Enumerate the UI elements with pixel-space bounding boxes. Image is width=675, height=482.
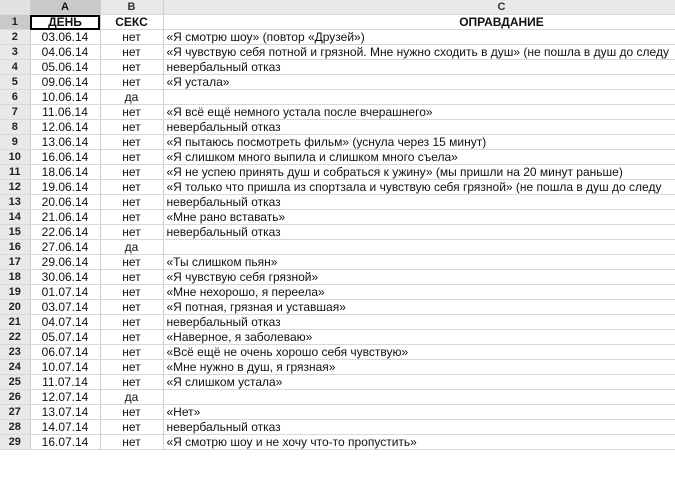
table-row: [0, 360, 675, 375]
cell-sex[interactable]: нет: [100, 405, 163, 420]
cell-sex[interactable]: да: [100, 390, 163, 405]
cell-sex[interactable]: нет: [100, 435, 163, 450]
cell-excuse[interactable]: [163, 90, 675, 105]
cell-excuse[interactable]: невербальный отказ: [163, 420, 675, 435]
cell-excuse[interactable]: «Наверное, я заболеваю»: [163, 330, 675, 345]
cell-day[interactable]: 11.07.14: [30, 375, 100, 390]
row-header[interactable]: 5: [0, 75, 30, 90]
column-header-row: [0, 0, 675, 15]
cell-day[interactable]: 20.06.14: [30, 195, 100, 210]
cell-day[interactable]: 14.07.14: [30, 420, 100, 435]
cell-excuse[interactable]: «Я смотрю шоу и не хочу что-то пропустить»: [163, 435, 675, 450]
cell-day[interactable]: 16.07.14: [30, 435, 100, 450]
row-header[interactable]: 23: [0, 345, 30, 360]
cell-day[interactable]: 05.07.14: [30, 330, 100, 345]
row-header[interactable]: 13: [0, 195, 30, 210]
cell-day[interactable]: 21.06.14: [30, 210, 100, 225]
table-row: [0, 345, 675, 360]
cell-excuse[interactable]: невербальный отказ: [163, 195, 675, 210]
table-row: [0, 105, 675, 120]
row-header[interactable]: 10: [0, 150, 30, 165]
cell-excuse[interactable]: невербальный отказ: [163, 225, 675, 240]
cell-day[interactable]: 10.07.14: [30, 360, 100, 375]
cell-excuse[interactable]: [163, 390, 675, 405]
row-header[interactable]: 26: [0, 390, 30, 405]
table-row: [0, 195, 675, 210]
cell-day[interactable]: 09.06.14: [30, 75, 100, 90]
row-header[interactable]: 29: [0, 435, 30, 450]
table-row: [0, 285, 675, 300]
table-row: [0, 375, 675, 390]
table-row: [0, 135, 675, 150]
cell-day[interactable]: 13.06.14: [30, 135, 100, 150]
row-header[interactable]: 8: [0, 120, 30, 135]
cell-day[interactable]: 18.06.14: [30, 165, 100, 180]
cell-sex[interactable]: нет: [100, 315, 163, 330]
table-row: [0, 150, 675, 165]
cell-day[interactable]: 12.06.14: [30, 120, 100, 135]
cell-excuse[interactable]: «Я чувствую себя грязной»: [163, 270, 675, 285]
cell-excuse[interactable]: «Нет»: [163, 405, 675, 420]
cell-excuse[interactable]: «Я пытаюсь посмотреть фильм» (уснула через 15 минут): [163, 135, 675, 150]
cell-excuse[interactable]: [163, 240, 675, 255]
cell-day[interactable]: 16.06.14: [30, 150, 100, 165]
table-row: [0, 60, 675, 75]
cell-sex[interactable]: нет: [100, 210, 163, 225]
cell-excuse[interactable]: «Я только что пришла из спортзала и чувствую себя грязной» (не пошла в душ до следу: [163, 180, 675, 195]
cell-sex[interactable]: нет: [100, 105, 163, 120]
table-row: [0, 390, 675, 405]
cell-sex[interactable]: нет: [100, 120, 163, 135]
row-header[interactable]: 4: [0, 60, 30, 75]
cell-day[interactable]: 01.07.14: [30, 285, 100, 300]
cell-day[interactable]: 12.07.14: [30, 390, 100, 405]
cell-excuse[interactable]: «Мне рано вставать»: [163, 210, 675, 225]
cell-excuse[interactable]: невербальный отказ: [163, 120, 675, 135]
row-header[interactable]: 18: [0, 270, 30, 285]
row-header[interactable]: 20: [0, 300, 30, 315]
table-row: [0, 75, 675, 90]
cell-sex[interactable]: нет: [100, 360, 163, 375]
row-header[interactable]: 2: [0, 30, 30, 45]
row-header[interactable]: 19: [0, 285, 30, 300]
row-header[interactable]: 11: [0, 165, 30, 180]
table-row: [0, 330, 675, 345]
row-header[interactable]: 15: [0, 225, 30, 240]
cell-sex[interactable]: нет: [100, 30, 163, 45]
header-cell-excuse[interactable]: ОПРАВДАНИЕ: [163, 15, 675, 30]
cell-sex[interactable]: нет: [100, 150, 163, 165]
row-header[interactable]: 25: [0, 375, 30, 390]
cell-sex[interactable]: нет: [100, 180, 163, 195]
row-header[interactable]: 14: [0, 210, 30, 225]
cell-excuse[interactable]: «Я устала»: [163, 75, 675, 90]
cell-excuse[interactable]: «Я потная, грязная и уставшая»: [163, 300, 675, 315]
table-row: [0, 315, 675, 330]
row-header[interactable]: 3: [0, 45, 30, 60]
cell-excuse[interactable]: «Мне нехорошо, я переела»: [163, 285, 675, 300]
cell-sex[interactable]: нет: [100, 300, 163, 315]
cell-excuse[interactable]: «Всё ещё не очень хорошо себя чувствую»: [163, 345, 675, 360]
select-all-corner[interactable]: [0, 0, 30, 15]
cell-excuse[interactable]: «Я не успею принять душ и собраться к ужину» (мы пришли на 20 минут раньше): [163, 165, 675, 180]
row-header[interactable]: 12: [0, 180, 30, 195]
cell-day[interactable]: 30.06.14: [30, 270, 100, 285]
cell-sex[interactable]: нет: [100, 195, 163, 210]
row-header[interactable]: 28: [0, 420, 30, 435]
cell-sex[interactable]: нет: [100, 420, 163, 435]
row-header[interactable]: 24: [0, 360, 30, 375]
cell-excuse[interactable]: «Я слишком устала»: [163, 375, 675, 390]
row-header[interactable]: 6: [0, 90, 30, 105]
row-header[interactable]: 16: [0, 240, 30, 255]
cell-sex[interactable]: нет: [100, 45, 163, 60]
cell-day[interactable]: 04.07.14: [30, 315, 100, 330]
column-header-b[interactable]: B: [100, 0, 163, 15]
table-row: [0, 45, 675, 60]
header-cell-day[interactable]: ДЕНЬ: [30, 15, 100, 30]
cell-sex[interactable]: нет: [100, 135, 163, 150]
table-row: [0, 405, 675, 420]
cell-day[interactable]: 13.07.14: [30, 405, 100, 420]
cell-excuse[interactable]: «Я всё ещё немного устала после вчерашнего»: [163, 105, 675, 120]
row-header[interactable]: 27: [0, 405, 30, 420]
table-row: [0, 15, 675, 30]
table-row: [0, 255, 675, 270]
row-header[interactable]: 17: [0, 255, 30, 270]
table-row: [0, 300, 675, 315]
column-header-c[interactable]: C: [163, 0, 675, 15]
row-header[interactable]: 7: [0, 105, 30, 120]
cell-sex[interactable]: нет: [100, 75, 163, 90]
cell-sex[interactable]: нет: [100, 255, 163, 270]
table-row: [0, 435, 675, 450]
cell-day[interactable]: 05.06.14: [30, 60, 100, 75]
table-row: [0, 120, 675, 135]
table-row: [0, 270, 675, 285]
cell-day[interactable]: 27.06.14: [30, 240, 100, 255]
table-row: [0, 210, 675, 225]
cell-sex[interactable]: нет: [100, 330, 163, 345]
cell-sex[interactable]: нет: [100, 285, 163, 300]
row-header[interactable]: 21: [0, 315, 30, 330]
cell-excuse[interactable]: невербальный отказ: [163, 315, 675, 330]
header-cell-sex[interactable]: СЕКС: [100, 15, 163, 30]
cell-sex[interactable]: да: [100, 90, 163, 105]
cell-excuse[interactable]: невербальный отказ: [163, 60, 675, 75]
cell-excuse[interactable]: «Ты слишком пьян»: [163, 255, 675, 270]
cell-sex[interactable]: нет: [100, 165, 163, 180]
cell-excuse[interactable]: «Я чувствую себя потной и грязной. Мне нужно сходить в душ» (не пошла в душ до следу: [163, 45, 675, 60]
cell-sex[interactable]: нет: [100, 225, 163, 240]
cell-day[interactable]: 11.06.14: [30, 105, 100, 120]
table-row: [0, 165, 675, 180]
table-row: [0, 240, 675, 255]
cell-excuse[interactable]: «Я смотрю шоу» (повтор «Друзей»): [163, 30, 675, 45]
cell-excuse[interactable]: «Я слишком много выпила и слишком много съела»: [163, 150, 675, 165]
cell-day[interactable]: 29.06.14: [30, 255, 100, 270]
cell-day[interactable]: 22.06.14: [30, 225, 100, 240]
cell-day[interactable]: 10.06.14: [30, 90, 100, 105]
cell-sex[interactable]: нет: [100, 345, 163, 360]
cell-sex[interactable]: да: [100, 240, 163, 255]
table-row: [0, 30, 675, 45]
table-row: [0, 180, 675, 195]
column-header-a[interactable]: A: [30, 0, 100, 15]
row-header[interactable]: 1: [0, 15, 30, 30]
cell-day[interactable]: 03.06.14: [30, 30, 100, 45]
cell-excuse[interactable]: «Мне нужно в душ, я грязная»: [163, 360, 675, 375]
cell-day[interactable]: 03.07.14: [30, 300, 100, 315]
table-row: [0, 90, 675, 105]
cell-sex[interactable]: нет: [100, 60, 163, 75]
cell-day[interactable]: 19.06.14: [30, 180, 100, 195]
cell-day[interactable]: 06.07.14: [30, 345, 100, 360]
cell-sex[interactable]: нет: [100, 375, 163, 390]
row-header[interactable]: 9: [0, 135, 30, 150]
row-header[interactable]: 22: [0, 330, 30, 345]
table-row: [0, 225, 675, 240]
table-row: [0, 420, 675, 435]
cell-sex[interactable]: нет: [100, 270, 163, 285]
cell-day[interactable]: 04.06.14: [30, 45, 100, 60]
